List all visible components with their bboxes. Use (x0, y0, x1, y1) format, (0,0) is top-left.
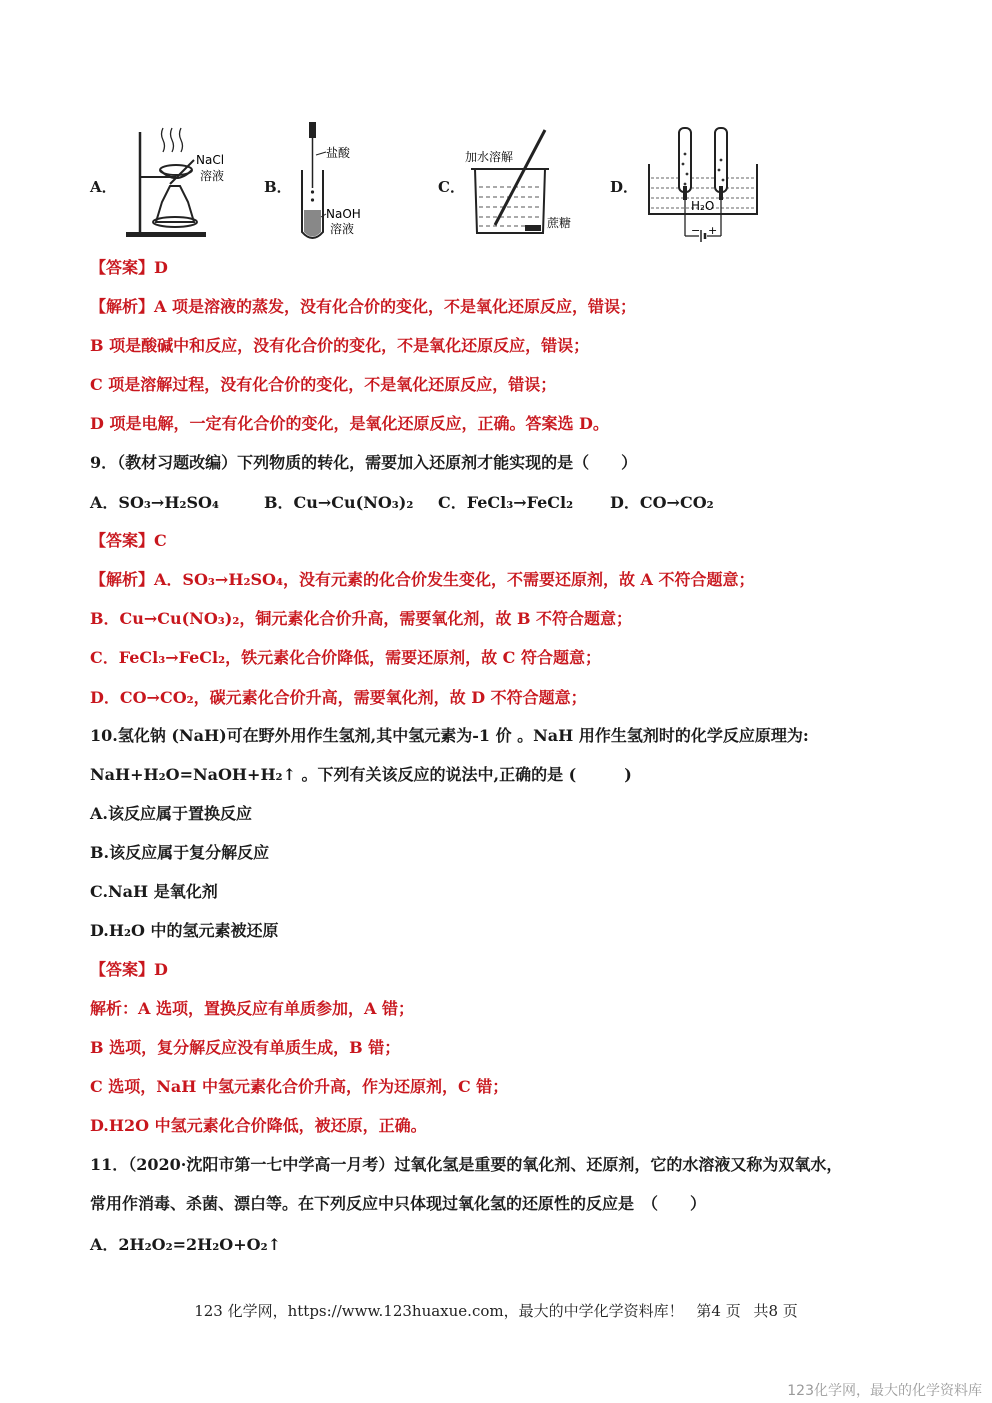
dissolve-label: 加水溶解 (465, 150, 514, 164)
q11-stem-line-1: 11．（2020·沈阳市第一七中学高一月考）过氧化氢是重要的氧化剂、还原剂，它的水溶液又称为双氧水， (90, 1155, 843, 1174)
q9-analysis-line-1: 【解析】A．SO₃→H₂SO₄，没有元素的化合价发生变化，不需要还原剂，故 A 不符合题意； (90, 570, 755, 589)
q9-analysis-line-2: B．Cu→Cu(NO₃)₂，铜元素化合价升高，需要氧化剂，故 B 不符合题意； (90, 609, 633, 628)
q9-answer: 【答案】C (90, 531, 167, 550)
q10-analysis-line-3: C 选项，NaH 中氢元素化合价升高，作为还原剂，C 错； (90, 1077, 509, 1096)
beaker-dissolve-figure (465, 125, 585, 240)
naoh-label: NaOH (326, 207, 361, 221)
figure-option-b-label: B． (264, 178, 292, 196)
electrolysis-figure (645, 124, 765, 246)
q10-stem-line-1: 10.氢化钠 (NaH)可在野外用作生氢剂,其中氢元素为-1 价 。NaH 用作生氢剂时的化学反应原理为: (90, 726, 809, 745)
q11-stem-line-2: 常用作消毒、杀菌、漂白等。在下列反应中只体现过氧化氢的还原性的反应是 （ ） (90, 1194, 707, 1213)
q9-option-a: A．SO₃→H₂SO₄ (90, 493, 219, 512)
negative-terminal: − (691, 224, 701, 237)
q10-answer: 【答案】D (90, 960, 168, 979)
figure-option-d-label: D． (610, 178, 639, 196)
footer-site-text: 123 化学网，https://www.123huaxue.com，最大的中学化学资料库！ (194, 1302, 684, 1320)
q10-analysis-line-4: D.H2O 中氢元素化合价降低，被还原，正确。 (90, 1116, 427, 1135)
q10-option-c: C.NaH 是氧化剂 (90, 882, 218, 901)
hcl-label: 盐酸 (326, 146, 351, 160)
q10-option-d: D.H₂O 中的氢元素被还原 (90, 921, 279, 940)
q9-option-c: C．FeCl₃→FeCl₂ (438, 493, 574, 512)
nacl-label: NaCl (196, 153, 225, 167)
q10-option-b: B.该反应属于复分解反应 (90, 843, 270, 862)
test-tube-figure (290, 120, 400, 245)
figure-option-a-label: A． (90, 178, 117, 196)
q8-analysis-line-2: B 项是酸碱中和反应，没有化合价的变化，不是氧化还原反应，错误； (90, 336, 590, 355)
q8-analysis-line-3: C 项是溶解过程，没有化合价的变化，不是氧化还原反应，错误； (90, 375, 557, 394)
nacl-solution-label: 溶液 (200, 169, 225, 183)
q9-option-d: D．CO→CO₂ (610, 493, 714, 512)
q9-analysis-line-4: D．CO→CO₂，碳元素化合价升高，需要氧化剂，故 D 不符合题意； (90, 688, 587, 707)
evaporation-apparatus-figure (118, 122, 258, 242)
q9-stem: 9．（教材习题改编）下列物质的转化，需要加入还原剂才能实现的是（ ） (90, 453, 638, 472)
q9-analysis-line-3: C．FeCl₃→FeCl₂，铁元素化合价降低，需要还原剂，故 C 符合题意； (90, 648, 601, 667)
naoh-solution-label: 溶液 (330, 222, 355, 236)
page-footer (0, 1300, 992, 1321)
watermark: 123化学网，最大的化学资料库 (787, 1383, 982, 1399)
q10-analysis-line-1: 解析：A 选项，置换反应有单质参加，A 错； (90, 999, 414, 1018)
q8-answer: 【答案】D (90, 258, 168, 277)
q10-option-a: A.该反应属于置换反应 (90, 804, 252, 823)
q8-analysis-line-1: 【解析】A 项是溶液的蒸发，没有化合价的变化，不是氧化还原反应，错误； (90, 297, 637, 316)
water-label: H₂O (691, 199, 715, 213)
positive-terminal: + (708, 224, 718, 237)
q10-analysis-line-2: B 选项，复分解反应没有单质生成，B 错； (90, 1038, 401, 1057)
figure-option-c-label: C． (438, 178, 465, 196)
q10-stem-line-2: NaH+H₂O=NaOH+H₂↑ 。下列有关该反应的说法中,正确的是 ( ) (90, 765, 632, 784)
footer-page-total: 共8 页 (753, 1302, 798, 1320)
q8-analysis-line-4: D 项是电解，一定有化合价的变化，是氧化还原反应，正确。答案选 D。 (90, 414, 609, 433)
footer-page-number: 第4 页 (696, 1302, 741, 1320)
q11-option-a: A．2H₂O₂=2H₂O+O₂↑ (90, 1235, 281, 1254)
sucrose-label: 蔗糖 (547, 216, 572, 230)
q9-option-b: B．Cu→Cu(NO₃)₂ (264, 493, 414, 512)
